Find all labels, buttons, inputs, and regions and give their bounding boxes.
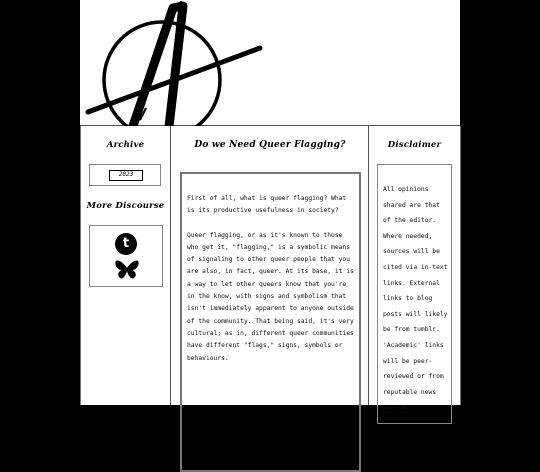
anarchy-symbol-icon[interactable] [80, 0, 460, 125]
header-banner [80, 0, 460, 126]
more-discourse-heading: More Discourse [86, 201, 165, 211]
butterfly-icon[interactable] [115, 259, 139, 281]
social-links [89, 225, 163, 287]
post-container [180, 172, 361, 472]
right-sidebar [368, 126, 461, 412]
disclaimer-heading: Disclaimer [387, 140, 442, 150]
page [80, 0, 460, 412]
tumblr-icon[interactable]: t [115, 233, 137, 255]
left-sidebar [80, 126, 170, 405]
archive-select[interactable]: 2023 [109, 170, 143, 181]
archive-widget [89, 164, 161, 186]
archive-heading: Archive [106, 140, 145, 150]
post-paragraph: Queer flagging, or as it's known to those who get it, "flagging," is a symbolic means of signaling to other queer people that you are also, in fact, queer. At its base, it is a way to let other queers know that you're in the know, with signs and symbolism that isn't immediately apparent to anyone outside of the community. That being said, it's very cultural; as in, different queer communities have different "flags," signs, symbols or behaviours. [187, 231, 354, 362]
disclaimer-box [377, 164, 452, 424]
post-body [187, 193, 357, 377]
disclaimer-text: All opinions shared are that of the editor. Where needed, sources will be cited via in-text links. External links to blog posts will likely be from tumblr. 'Academic' links will be peer-reviewed or from reputable news sources. [383, 186, 448, 412]
post-paragraph: First of all, what is queer flagging? What is its productive usefulness in society? [187, 195, 347, 215]
post-title: Do we Need Queer Flagging? [194, 140, 346, 150]
main-content [170, 126, 369, 405]
